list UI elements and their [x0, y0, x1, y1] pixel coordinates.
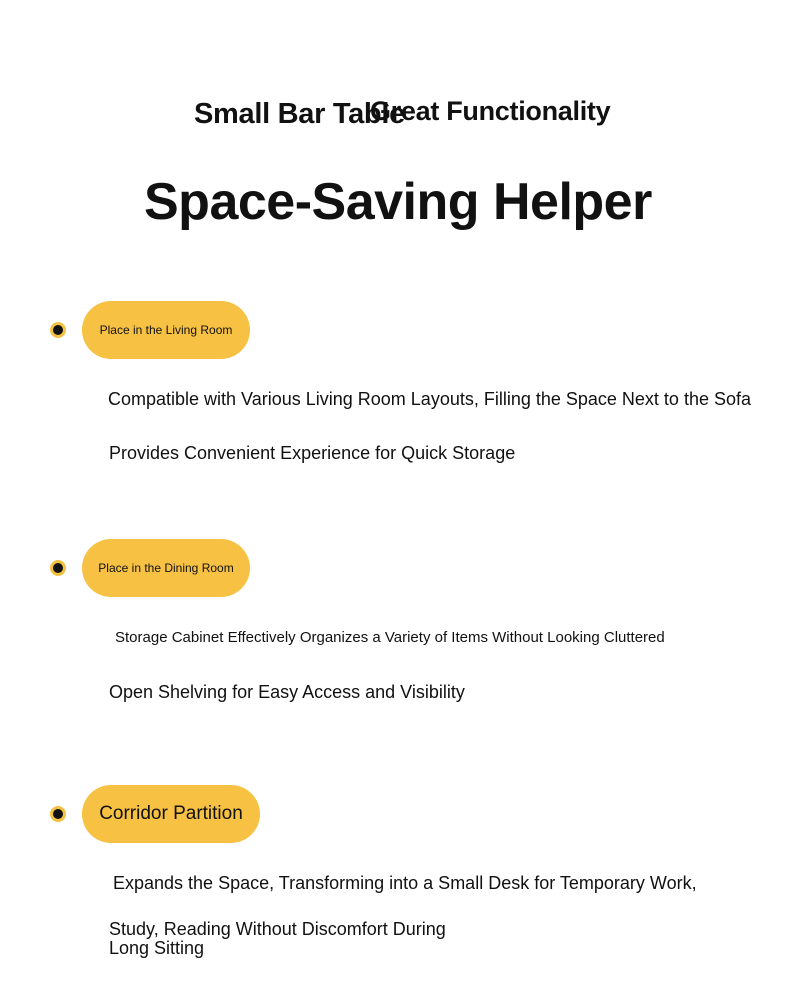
section-description-block — [109, 920, 509, 958]
bullet-dot-icon — [50, 806, 66, 822]
section-label: Place in the Living Room — [99, 323, 233, 337]
section-description-line: Storage Cabinet Effectively Organizes a Variety of Items Without Looking Cluttered — [115, 629, 665, 646]
bullet-dot-icon — [50, 322, 66, 338]
section-description-line: Provides Convenient Experience for Quick Storage — [109, 443, 516, 463]
section-description-line: Open Shelving for Easy Access and Visibility — [109, 682, 465, 702]
section-description-line: Compatible with Various Living Room Layouts, Filling the Space Next to the Sofa — [108, 389, 751, 409]
section-description-line: Expands the Space, Transforming into a Small Desk for Temporary Work, — [113, 873, 697, 893]
page-title: Space-Saving Helper — [144, 173, 652, 231]
section-label: Corridor Partition — [99, 803, 243, 824]
header-left-title: Small Bar Table — [194, 98, 405, 130]
bullet-dot-icon — [50, 560, 66, 576]
section-label-pill — [82, 539, 250, 597]
section-label-pill — [82, 785, 260, 843]
section-description-line: Long Sitting — [109, 938, 205, 958]
section-description-line: Study, Reading Without Discomfort During — [109, 919, 446, 939]
section-label: Place in the Dining Room — [98, 561, 234, 575]
header-right-title: Great Functionality — [370, 96, 611, 126]
section-label-pill — [82, 301, 250, 359]
